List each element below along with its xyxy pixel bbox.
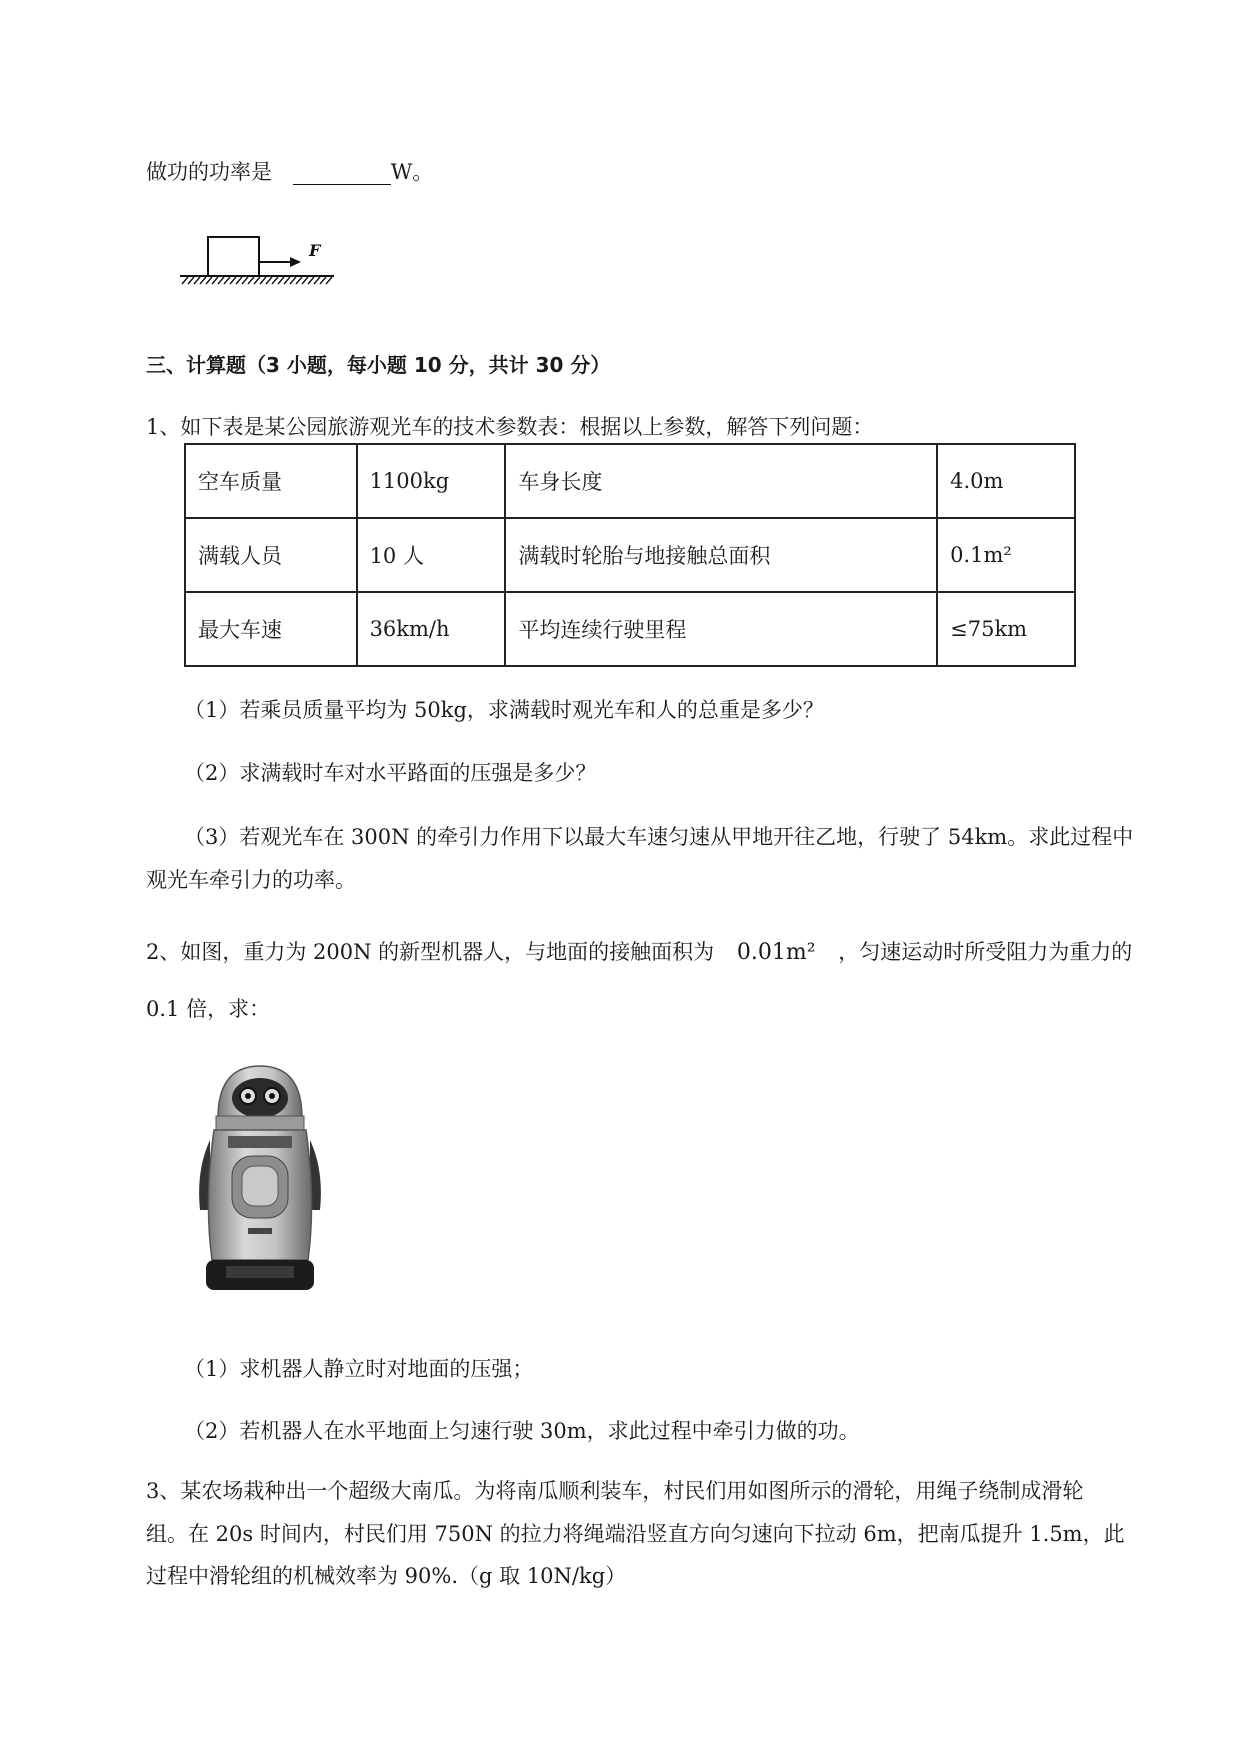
table-cell: 10 人	[357, 518, 506, 592]
q2-line2: 0.1 倍，求：	[146, 997, 271, 1021]
table-cell: 1100kg	[357, 444, 506, 518]
q2-line1-suffix: ，匀速运动时所受阻力为重力的	[838, 940, 1133, 964]
table-cell: 满载时轮胎与地接触总面积	[505, 518, 937, 592]
block	[208, 237, 259, 276]
table-cell: 最大车速	[185, 592, 357, 666]
q1-sub3-line1: （3）若观光车在 300N 的牵引力作用下以最大车速匀速从甲地开往乙地，行驶了 54km。求此过程中	[184, 825, 1134, 849]
q2-line1-prefix: 2、如图，重力为 200N 的新型机器人，与地面的接触面积为	[146, 940, 715, 964]
q3-line1: 3、某农场栽种出一个超级大南瓜。为将南瓜顺利装车，村民们用如图所示的滑轮，用绳子绕制成滑轮	[146, 1479, 1084, 1503]
power-question-text: 做功的功率是	[146, 160, 272, 184]
table-cell: ≤75km	[937, 592, 1075, 666]
table-cell: 平均连续行驶里程	[505, 592, 937, 666]
robot-image	[190, 1060, 330, 1300]
table-row	[185, 518, 1075, 592]
q2-line1	[146, 936, 1132, 966]
q1-sub1: （1）若乘员质量平均为 50kg，求满载时观光车和人的总重是多少？	[184, 698, 824, 722]
answer-blank	[293, 160, 391, 185]
parameter-table	[184, 443, 1076, 667]
table-row	[185, 444, 1075, 518]
table-cell: 4.0m	[937, 444, 1075, 518]
table-row	[185, 592, 1075, 666]
table-cell: 车身长度	[505, 444, 937, 518]
force-arrow-head	[290, 257, 301, 267]
q1-intro: 1、如下表是某公园旅游观光车的技术参数表：根据以上参数，解答下列问题：	[146, 415, 874, 439]
q2-sub2: （2）若机器人在水平地面上匀速行驶 30m，求此过程中牵引力做的功。	[184, 1419, 860, 1443]
table-cell: 0.1m²	[937, 518, 1075, 592]
power-question-line	[146, 156, 433, 186]
q2-area-value: 0.01m²	[736, 940, 816, 965]
section-heading: 三、计算题（3 小题，每小题 10 分，共计 30 分）	[146, 353, 611, 377]
table-cell: 空车质量	[185, 444, 357, 518]
q3-line3: 过程中滑轮组的机械效率为 90%.（g 取 10N/kg）	[146, 1564, 627, 1588]
q1-sub3-line2: 观光车牵引力的功率。	[146, 868, 356, 892]
table-cell: 满载人员	[185, 518, 357, 592]
table-cell: 36km/h	[357, 592, 506, 666]
force-label: F	[309, 241, 321, 260]
q1-sub2: （2）求满载时车对水平路面的压强是多少？	[184, 761, 597, 785]
q2-sub1: （1）求机器人静立时对地面的压强；	[184, 1357, 534, 1381]
block-force-figure	[176, 228, 338, 290]
power-unit: W。	[390, 160, 434, 184]
ground-hatching	[182, 277, 332, 284]
q3-line2: 组。在 20s 时间内，村民们用 750N 的拉力将绳端沿竖直方向匀速向下拉动 6m，把南瓜提升 1.5m，此	[146, 1522, 1125, 1546]
